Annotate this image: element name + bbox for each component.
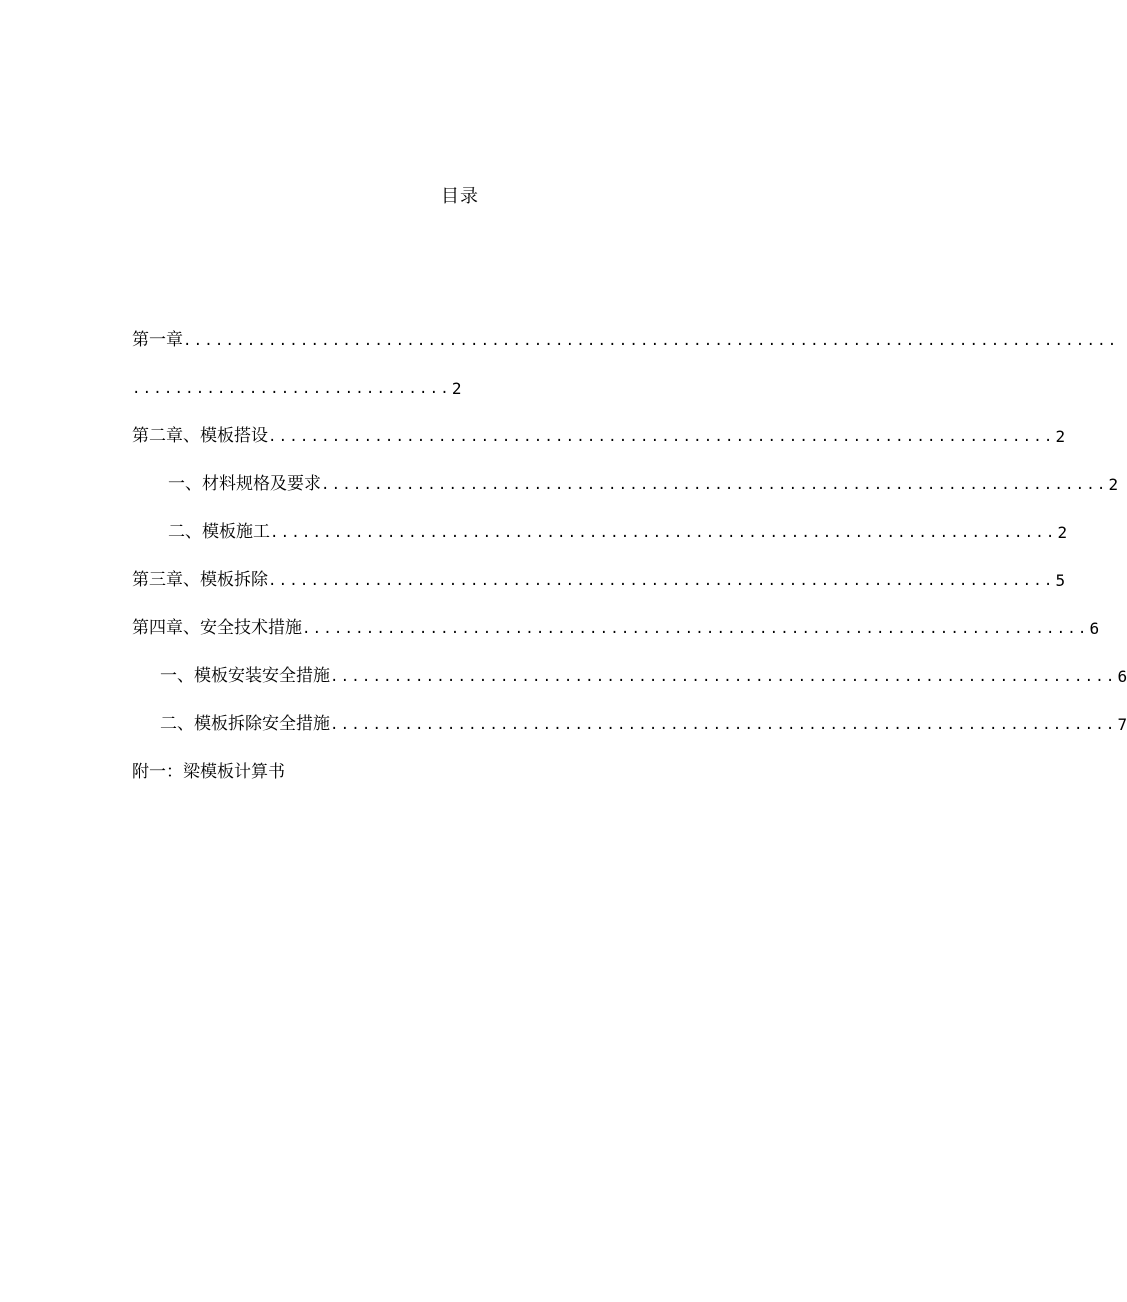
toc-entry-section-4-1[interactable] bbox=[160, 662, 1127, 686]
toc-entry-section-2-1[interactable] bbox=[168, 470, 1119, 494]
toc-entry-label: 附一：梁模板计算书 bbox=[132, 762, 285, 782]
toc-entry-label: 第三章、模板拆除 bbox=[132, 570, 268, 590]
toc-page-number: 2 bbox=[1055, 427, 1066, 446]
toc-entry-label: 第四章、安全技术措施 bbox=[132, 618, 302, 638]
toc-title: 目录 bbox=[441, 186, 479, 207]
toc-leader-dots: .......................................................................... bbox=[321, 477, 1108, 493]
toc-entry-chapter-1[interactable] bbox=[132, 326, 1119, 350]
toc-page-number: 7 bbox=[1117, 715, 1127, 734]
toc-entry-label: 二、模板拆除安全措施 bbox=[160, 714, 330, 734]
toc-leader-dots: .............................. bbox=[132, 381, 451, 397]
toc-entry-chapter-3[interactable] bbox=[132, 566, 1066, 590]
toc-page-number: 5 bbox=[1055, 571, 1066, 590]
toc-entry-chapter-1-continuation[interactable] bbox=[132, 374, 462, 398]
toc-page-number: 6 bbox=[1117, 667, 1127, 686]
toc-entry-label: 二、模板施工 bbox=[168, 522, 270, 542]
toc-leader-dots: .......................................................................... bbox=[268, 573, 1055, 589]
toc-page-number: 2 bbox=[1108, 475, 1119, 494]
toc-leader-dots: ........................................................................................ bbox=[183, 333, 1119, 349]
toc-page-number: 2 bbox=[1057, 523, 1068, 542]
toc-entry-appendix-1[interactable] bbox=[132, 758, 432, 782]
toc-leader-dots: .......................................................................... bbox=[270, 525, 1057, 541]
toc-entry-label: 第二章、模板搭设 bbox=[132, 426, 268, 446]
toc-entry-chapter-2[interactable] bbox=[132, 422, 1066, 446]
toc-leader-dots: .......................................................................... bbox=[330, 717, 1117, 733]
toc-entry-label: 一、模板安装安全措施 bbox=[160, 666, 330, 686]
toc-leader-dots: .......................................................................... bbox=[330, 669, 1117, 685]
toc-page-number: 6 bbox=[1089, 619, 1100, 638]
toc-leader-dots: .......................................................................... bbox=[268, 429, 1055, 445]
toc-entry-label: 第一章 bbox=[132, 330, 183, 350]
toc-entry-label: 一、材料规格及要求 bbox=[168, 474, 321, 494]
toc-entry-section-2-2[interactable] bbox=[168, 518, 1068, 542]
toc-entry-chapter-4[interactable] bbox=[132, 614, 1100, 638]
toc-leader-dots: .......................................................................... bbox=[302, 621, 1089, 637]
toc-page-number: 2 bbox=[451, 379, 462, 398]
toc-entry-section-4-2[interactable] bbox=[160, 710, 1127, 734]
